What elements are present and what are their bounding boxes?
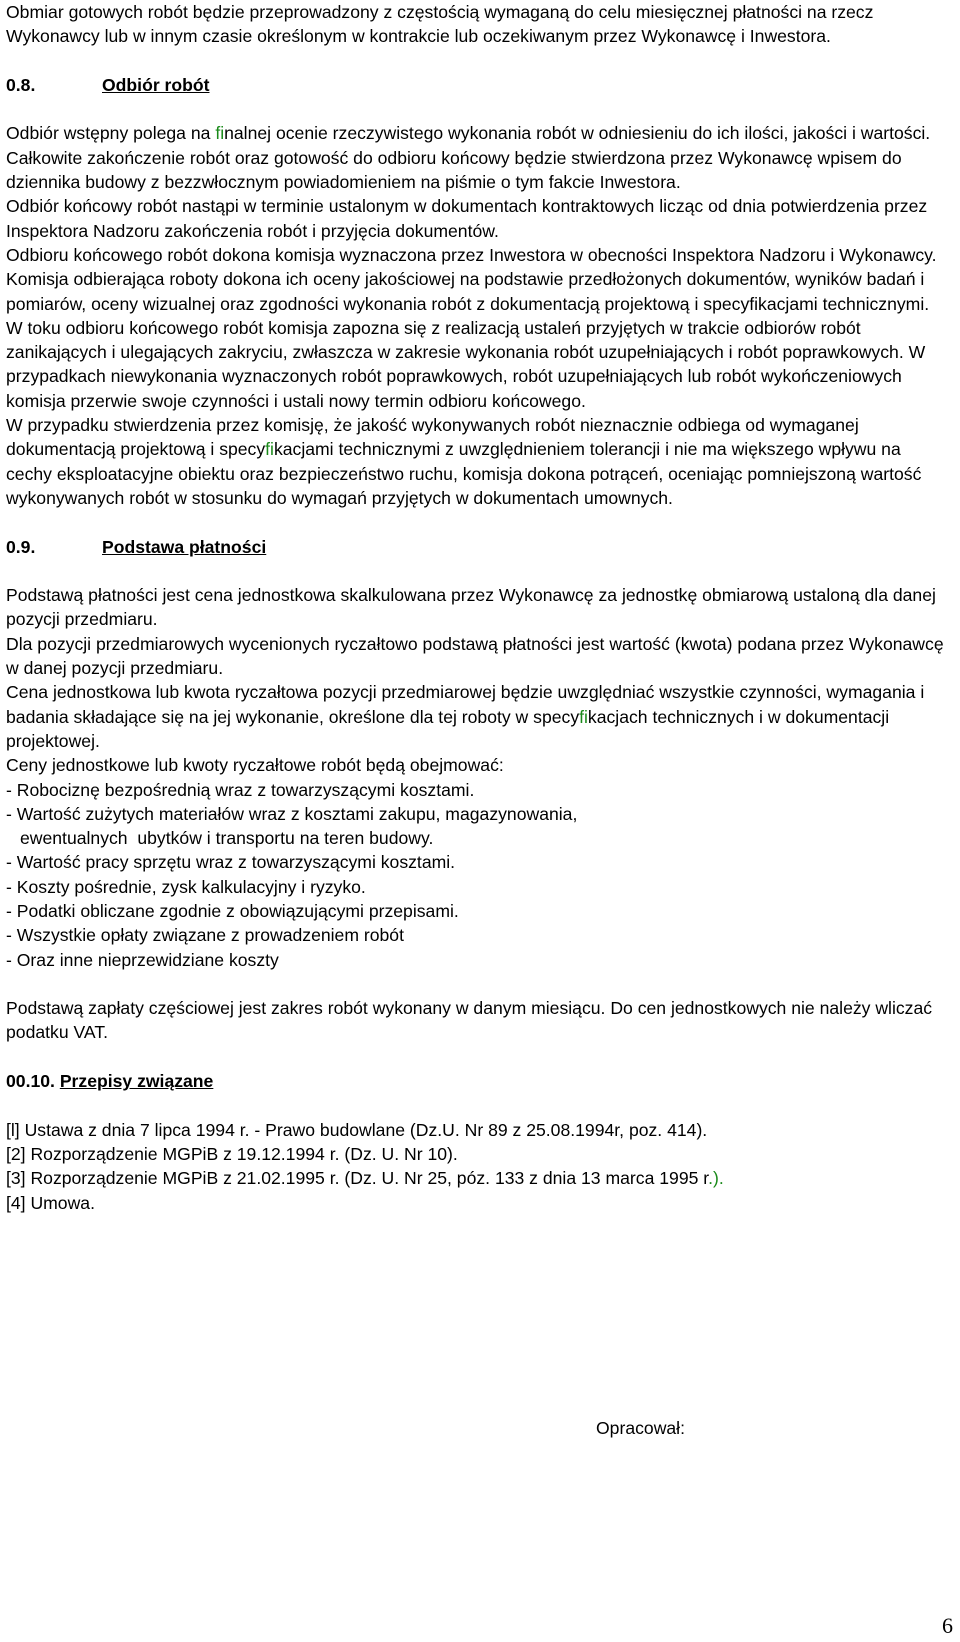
section-title: Podstawa płatności bbox=[102, 536, 267, 557]
reference-item: [2] Rozporządzenie MGPiB z 19.12.1994 r. (Dz. U. Nr 10). bbox=[6, 1143, 458, 1164]
section-title: Przepisy związane bbox=[59, 1071, 214, 1092]
ligature-run: fi bbox=[215, 123, 225, 144]
text-run: [3] Rozporządzenie MGPiB z 21.02.1995 r. (Dz. U. Nr 25, póz. 133 z dnia 13 marca 1995 r bbox=[6, 1168, 709, 1189]
spacer bbox=[6, 510, 946, 534]
paragraph-final-acceptance: Odbiór końcowy robót nastąpi w terminie ustalonym w dokumentach kontraktowych licząc od dnia potwierdzenia przez Inspektora Nadzoru zakończenia robót i przyjęcia dokumentów. bbox=[6, 196, 928, 241]
page-number: 6 bbox=[942, 1613, 953, 1638]
paragraph-payment-basis: Podstawą płatności jest cena jednostkowa skalkulowana przez Wykonawcę za jednostkę obmiarową ustaloną dla danej pozycji przedmiaru. bbox=[6, 585, 936, 630]
list-item: - Wartość pracy sprzętu wraz z towarzyszącymi kosztami. bbox=[6, 852, 456, 873]
paragraph-quality-deduction bbox=[6, 413, 946, 510]
text-run: kacjami technicznymi z uwzględnieniem tolerancji i nie ma większego wpływu na cechy eksploatacyjne obiektu oraz bezpieczeństwo ruchu, komisja dokona potrąceń, oceniając pomniejszoną wartość wykonywanych robót w stosunku do wymagań przyjętych w dokumentach umownych. bbox=[6, 439, 922, 508]
ligature-run: fi bbox=[579, 706, 588, 727]
references-list bbox=[6, 1118, 946, 1215]
list-item: - Oraz inne nieprzewidziane koszty bbox=[6, 949, 279, 970]
document-page bbox=[6, 0, 946, 1215]
list-item: - Koszty pośrednie, zysk kalkulacyjny i ryzyko. bbox=[6, 876, 366, 897]
paragraph-completion: Całkowite zakończenie robót oraz gotowość do odbioru końcowy będzie stwierdzona przez Wykonawcę wpisem do dziennika budowy z bezzwłocznym powiadomieniem na piśmie o tym fakcie Inwestora. bbox=[6, 147, 902, 193]
paragraph-lump-sum: Dla pozycji przedmiarowych wycenionych ryczałtowo podstawą płatności jest wartość (kwota) podana przez Wykonawcę w danej pozycji przedmiaru. bbox=[6, 633, 944, 679]
section-number: 00.10. bbox=[6, 1071, 55, 1092]
spacer bbox=[6, 97, 946, 121]
signature-label: Opracował: bbox=[596, 1418, 685, 1438]
list-item: - Podatki obliczane zgodnie z obowiązującymi przepisami. bbox=[6, 900, 459, 921]
section-heading-0-8 bbox=[6, 73, 946, 97]
section-number: 0.8. bbox=[6, 74, 36, 95]
list-item: - Wartość zużytych materiałów wraz z kosztami zakupu, magazynowania, bbox=[6, 803, 578, 824]
text-run: kacjach technicznych i w dokumentacji projektowej. bbox=[6, 706, 890, 751]
reference-item bbox=[6, 1166, 946, 1190]
spacer bbox=[6, 972, 946, 996]
ligature-run: fi bbox=[265, 439, 274, 460]
reference-item: [4] Umowa. bbox=[6, 1192, 95, 1213]
text-run: Cena jednostkowa lub kwota ryczałtowa pozycji przedmiarowej będzie uwzględniać wszystkie czynności, wymagania i badania składające się na jej wykonanie, określone dla tej roboty w specy bbox=[6, 682, 925, 727]
paragraph-prices-include: Ceny jednostkowe lub kwoty ryczałtowe robót będą obejmować: bbox=[6, 755, 504, 776]
paragraph-initial-acceptance bbox=[6, 121, 946, 145]
cost-list bbox=[6, 778, 946, 972]
section-number: 0.9. bbox=[6, 536, 36, 557]
text-run: Odbiór wstępny polega na bbox=[6, 123, 216, 144]
section-heading-0-9 bbox=[6, 535, 946, 559]
spacer bbox=[6, 49, 946, 73]
intro-paragraph: Obmiar gotowych robót będzie przeprowadzony z częstością wymaganą do celu miesięcznej płatności na rzecz Wykonawcy lub w innym czasie określonym w kontrakcie lub oczekiwanym przez Wykonawcę i Inwestora. bbox=[6, 2, 874, 47]
list-item: - Wszystkie opłaty związane z prowadzeniem robót bbox=[6, 925, 404, 946]
section-heading-00-10 bbox=[6, 1069, 946, 1093]
spacer bbox=[6, 1093, 946, 1117]
highlight-run: .). bbox=[708, 1168, 724, 1189]
paragraph-partial-payment: Podstawą zapłaty częściowej jest zakres robót wykonany w danym miesiącu. Do cen jednostkowych nie należy wliczać podatku VAT. bbox=[6, 998, 933, 1043]
paragraph-commission-course: W toku odbioru końcowego robót komisja zapozna się z realizacją ustaleń przyjętych w trakcie odbiorów robót zanikających i ulegających zakryciu, zwłaszcza w zakresie wykonania robót uzupełniających i robót poprawkowych. W przypadkach niewykonania wyznaczonych robót poprawkowych, robót uzupełniających lub robót wykończeniowych komisja przerwie swoje czynności i ustali nowy termin odbioru końcowego. bbox=[6, 317, 926, 411]
section-title: Odbiór robót bbox=[102, 74, 210, 95]
paragraph-commission: Odbioru końcowego robót dokona komisja wyznaczona przez Inwestora w obecności Inspektora Nadzoru i Wykonawcy. Komisja odbierająca roboty dokona ich oceny jakościowej na podstawie przedłożonych dokumentów, wyników badań i pomiarów, oceny wizualnej oraz zgodności wykonania robót z dokumentacją projektową i specyfikacjami technicznymi. bbox=[6, 244, 937, 314]
list-item: ewentualnych ubytków i transportu na teren budowy. bbox=[20, 828, 434, 849]
spacer bbox=[6, 559, 946, 583]
text-run: W przypadku stwierdzenia przez komisję, że jakość wykonywanych robót nieznacznie odbiega od wymaganej dokumentacją projektową i specy bbox=[6, 415, 859, 460]
text-run: nalnej ocenie rzeczywistego wykonania robót w odniesieniu do ich ilości, jakości i wartości. bbox=[224, 123, 931, 144]
list-item: - Robociznę bezpośrednią wraz z towarzyszącymi kosztami. bbox=[6, 779, 475, 800]
spacer bbox=[6, 1045, 946, 1069]
paragraph-unit-price bbox=[6, 680, 946, 753]
reference-item: [l] Ustawa z dnia 7 lipca 1994 r. - Prawo budowlane (Dz.U. Nr 89 z 25.08.1994r, poz. 414). bbox=[6, 1119, 708, 1140]
